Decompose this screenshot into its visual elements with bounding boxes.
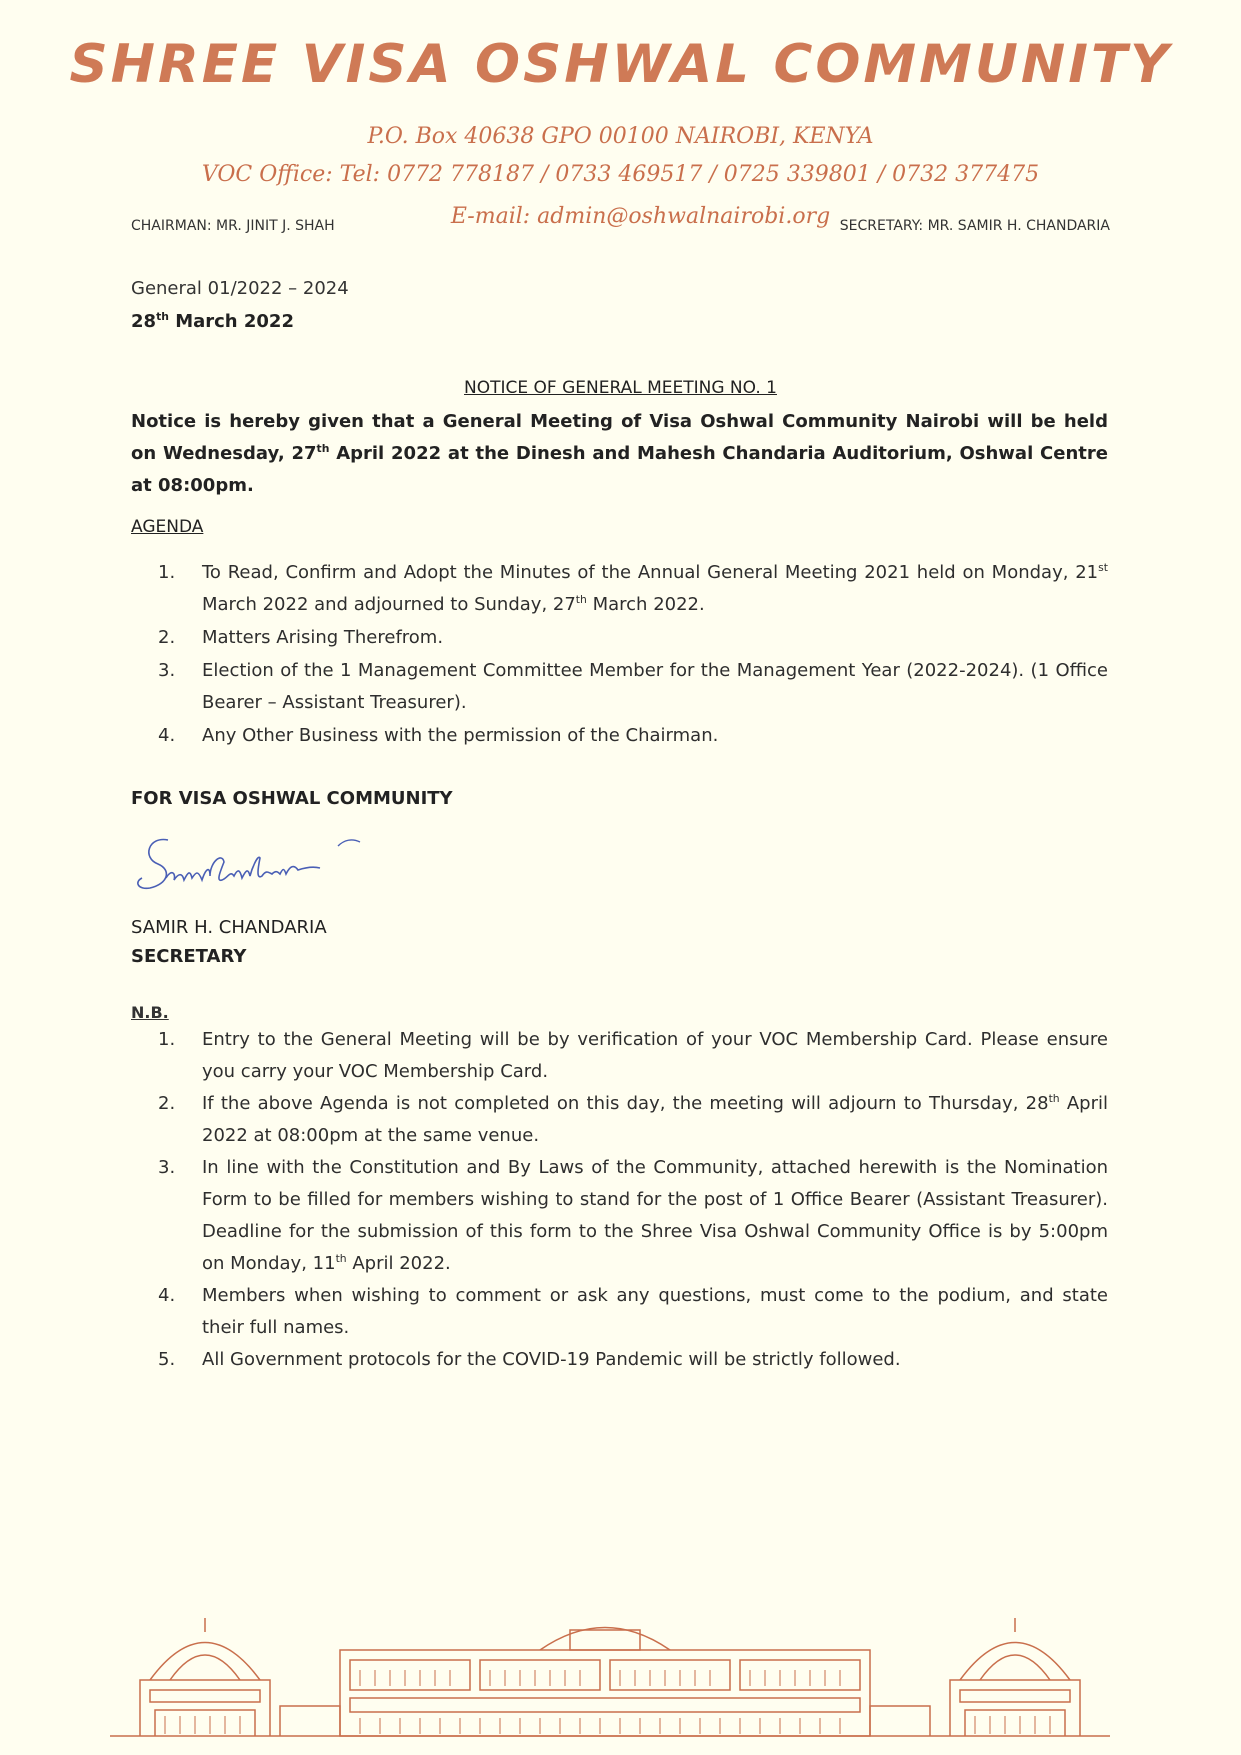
letterhead-email: E-mail: admin@oshwalnairobi.org [450, 204, 831, 229]
letterhead-address: P.O. Box 40638 GPO 00100 NAIROBI, KENYA [367, 124, 874, 149]
letterhead-phones: VOC Office: Tel: 0772 778187 / 0733 469517 / 0725 339801 / 0732 377475 [201, 162, 1040, 187]
signer-title: SECRETARY [131, 946, 247, 967]
nb-item [131, 1344, 1108, 1376]
signature [128, 818, 458, 898]
nb-item [131, 1088, 1108, 1152]
for-community-line: FOR VISA OSHWAL COMMUNITY [131, 788, 453, 809]
nb-item-number: 3. [158, 1157, 176, 1178]
nb-list [131, 1024, 1108, 1376]
agenda-item-text: Matters Arising Therefrom. [202, 627, 444, 648]
nb-item [131, 1152, 1108, 1280]
nb-item-text: In line with the Constitution and By Laws of the Community, attached herewith is the Nomination Form to be filled for members wishing to stand for the post of 1 Office Bearer (Assistant Treasurer). Deadline for the submission of this form to the Shree Visa Oshwal Community Office is by 5:00pm on Monday, 11th April 2022. [202, 1157, 1108, 1274]
oshwal-centre-illustration [110, 1610, 1110, 1740]
agenda-heading: AGENDA [131, 517, 204, 537]
nb-item-number: 2. [158, 1093, 176, 1114]
agenda-item-text: Election of the 1 Management Committee Member for the Management Year (2022-2024). (1 Office Bearer – Assistant Treasurer). [202, 660, 1108, 713]
agenda-item [131, 622, 1108, 654]
agenda-item-text: Any Other Business with the permission of the Chairman. [202, 725, 719, 746]
nb-item-text: If the above Agenda is not completed on this day, the meeting will adjourn to Thursday, 28th April 2022 at 08:00pm at the same venue. [202, 1092, 1108, 1146]
agenda-item-number: 4. [158, 725, 176, 746]
notice-paragraph: Notice is hereby given that a General Meeting of Visa Oshwal Community Nairobi will be held on Wednesday, 27th April 2022 at the Dinesh and Mahesh Chandaria Auditorium, Oshwal Centre at 08:00pm. [131, 411, 1108, 496]
nb-heading: N.B. [131, 1003, 169, 1022]
agenda-item-number: 2. [158, 627, 176, 648]
nb-item-number: 1. [158, 1029, 176, 1050]
letterhead-title: SHREE VISA OSHWAL COMMUNITY [69, 34, 1172, 95]
agenda-item [131, 655, 1108, 719]
letter-date: 28th March 2022 [131, 310, 294, 332]
nb-item-text: Members when wishing to comment or ask any questions, must come to the podium, and state their full names. [202, 1285, 1108, 1338]
agenda-item-number: 1. [158, 562, 176, 583]
nb-item [131, 1280, 1108, 1344]
nb-item-number: 4. [158, 1285, 176, 1306]
nb-item-text: All Government protocols for the COVID-19 Pandemic will be strictly followed. [202, 1349, 901, 1370]
agenda-list [131, 557, 1108, 753]
agenda-item [131, 557, 1108, 621]
nb-item-number: 5. [158, 1349, 176, 1370]
chairman-label: CHAIRMAN: MR. JINIT J. SHAH [131, 218, 335, 234]
secretary-label: SECRETARY: MR. SAMIR H. CHANDARIA [839, 218, 1110, 234]
notice-heading: NOTICE OF GENERAL MEETING NO. 1 [464, 378, 777, 398]
agenda-item [131, 720, 1108, 752]
nb-item-text: Entry to the General Meeting will be by verification of your VOC Membership Card. Please ensure you carry your VOC Membership Card. [202, 1029, 1108, 1082]
nb-item [131, 1024, 1108, 1088]
signer-name: SAMIR H. CHANDARIA [131, 917, 327, 938]
agenda-item-number: 3. [158, 660, 176, 681]
reference-number: General 01/2022 – 2024 [131, 278, 349, 299]
agenda-item-text: To Read, Confirm and Adopt the Minutes of the Annual General Meeting 2021 held on Monday, 21st March 2022 and adjourned to Sunday, 27th March 2022. [202, 561, 1108, 615]
